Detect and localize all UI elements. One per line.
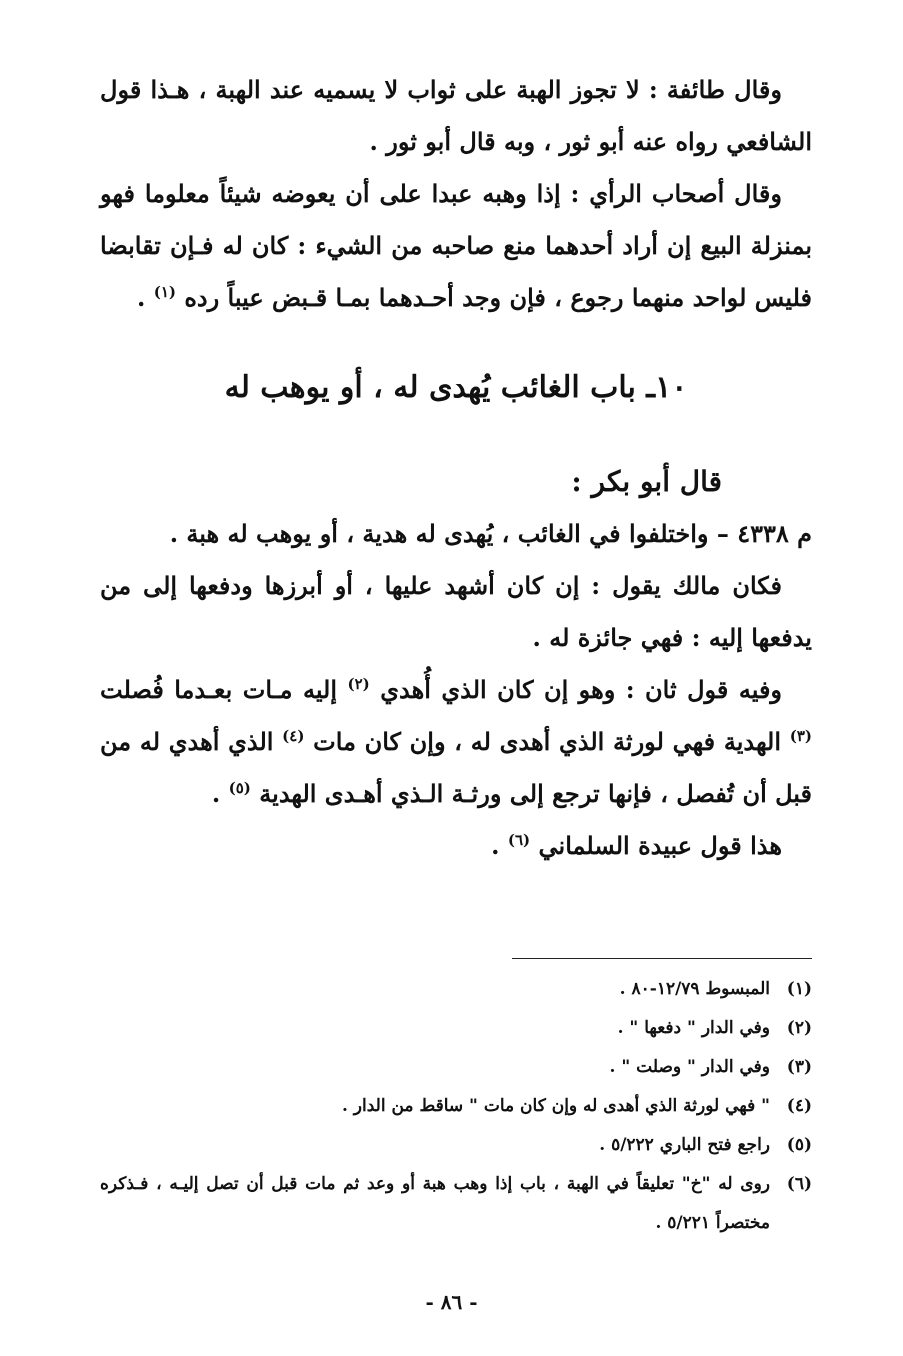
paragraph-4-part-3: الهدية فهي لورثة الذي أهدى له ، وإن كان مات bbox=[313, 727, 782, 756]
footnote-ref-4: (٤) bbox=[282, 727, 305, 745]
issue-text: – واختلفوا في الغائب ، يُهدى له هدية ، أو يوهب له هبة . bbox=[169, 519, 729, 548]
footnote-ref-2: (٢) bbox=[347, 675, 370, 693]
footnote-ref-6: (٦) bbox=[507, 831, 531, 849]
footnote-text: المبسوط ١٢/٧٩-٨٠ . bbox=[619, 979, 770, 999]
paragraph-5-tail: . bbox=[491, 831, 500, 860]
paragraph-1 bbox=[100, 64, 812, 168]
footnote-2 bbox=[100, 1009, 812, 1048]
footnote-5 bbox=[100, 1126, 812, 1165]
footnote-ref-3: (٣) bbox=[789, 727, 812, 745]
footnote-number: (٢) bbox=[786, 1018, 812, 1038]
paragraph-3-text: فكان مالك يقول : إن كان أشهد عليها ، أو أبرزها ودفعها إلى من يدفعها إليه : فهي جائزة له . bbox=[100, 571, 812, 652]
paragraph-4-part-1: وفيه قول ثان : وهو إن كان الذي أُهدي bbox=[380, 675, 782, 704]
footnote-number: (٥) bbox=[786, 1135, 812, 1155]
paragraph-2-tail: . bbox=[136, 283, 146, 312]
footnote-text: روى له "خ" تعليقاً في الهبة ، باب إذا وهب هبة أو وعد ثم مات قبل أن تصل إليـه ، فـذكره مختصراً ٥/٢٢١ . bbox=[100, 1174, 770, 1233]
paragraph-4-part-4: الذي أهدي له من قبل أن تُفصل ، فإنها ترجع إلى ورثـة الـذي أهـدى الهدية bbox=[100, 727, 812, 808]
issue-number: م ٤٣٣٨ bbox=[737, 519, 812, 548]
footnote-6 bbox=[100, 1165, 812, 1243]
footnote-1 bbox=[100, 970, 812, 1009]
footnote-number: (٦) bbox=[786, 1174, 812, 1194]
footnote-text: وفي الدار " وصلت " . bbox=[609, 1057, 770, 1077]
page-number: - ٨٦ - bbox=[425, 1290, 478, 1314]
chapter-title: ١٠ـ باب الغائب يُهدى له ، أو يوهب له bbox=[224, 370, 688, 405]
footnote-number: (٤) bbox=[786, 1096, 812, 1116]
footnote-number: (٣) bbox=[786, 1057, 812, 1077]
footnote-number: (١) bbox=[786, 979, 812, 999]
footnote-text: وفي الدار " دفعها " . bbox=[617, 1018, 770, 1038]
paragraph-4-part-5: . bbox=[211, 779, 221, 808]
paragraph-2 bbox=[100, 168, 812, 324]
paragraph-3 bbox=[100, 560, 812, 664]
paragraph-2-text: وقال أصحاب الرأي : إذا وهبه عبدا على أن يعوضه شيئاً معلوما فهو بمنزلة البيع إن أراد أحدهما منع صاحبه من الشيء : كان له فـإن تقابضا فليس لواحد منهما رجوع ، فإن وجد أحـدهما بمـا قـبض عيباً رده bbox=[100, 179, 812, 312]
footnote-ref-5: (٥) bbox=[228, 779, 251, 797]
footnotes bbox=[100, 970, 812, 1243]
footnote-separator bbox=[512, 958, 812, 959]
paragraph-4-part-2: إليه مـات بعـدما فُصلت bbox=[100, 675, 338, 704]
main-text bbox=[100, 64, 812, 872]
issue-line bbox=[100, 508, 812, 560]
paragraph-4 bbox=[100, 664, 812, 820]
paragraph-1-text: وقال طائفة : لا تجوز الهبة على ثواب لا يسميه عند الهبة ، هـذا قول الشافعي رواه عنه أبو ثور ، وبه قال أبو ثور . bbox=[100, 75, 812, 156]
footnote-3 bbox=[100, 1048, 812, 1087]
speaker-line: قال أبو بكر : bbox=[571, 465, 722, 498]
paragraph-5 bbox=[100, 820, 812, 872]
footnote-text: راجع فتح الباري ٥/٢٢٢ . bbox=[599, 1135, 770, 1155]
footnote-ref-1: (١) bbox=[153, 283, 176, 301]
footnote-text: " فهي لورثة الذي أهدى له وإن كان مات " ساقط من الدار . bbox=[341, 1096, 770, 1116]
paragraph-5-text: هذا قول عبيدة السلماني bbox=[538, 831, 782, 860]
footnote-4 bbox=[100, 1087, 812, 1126]
